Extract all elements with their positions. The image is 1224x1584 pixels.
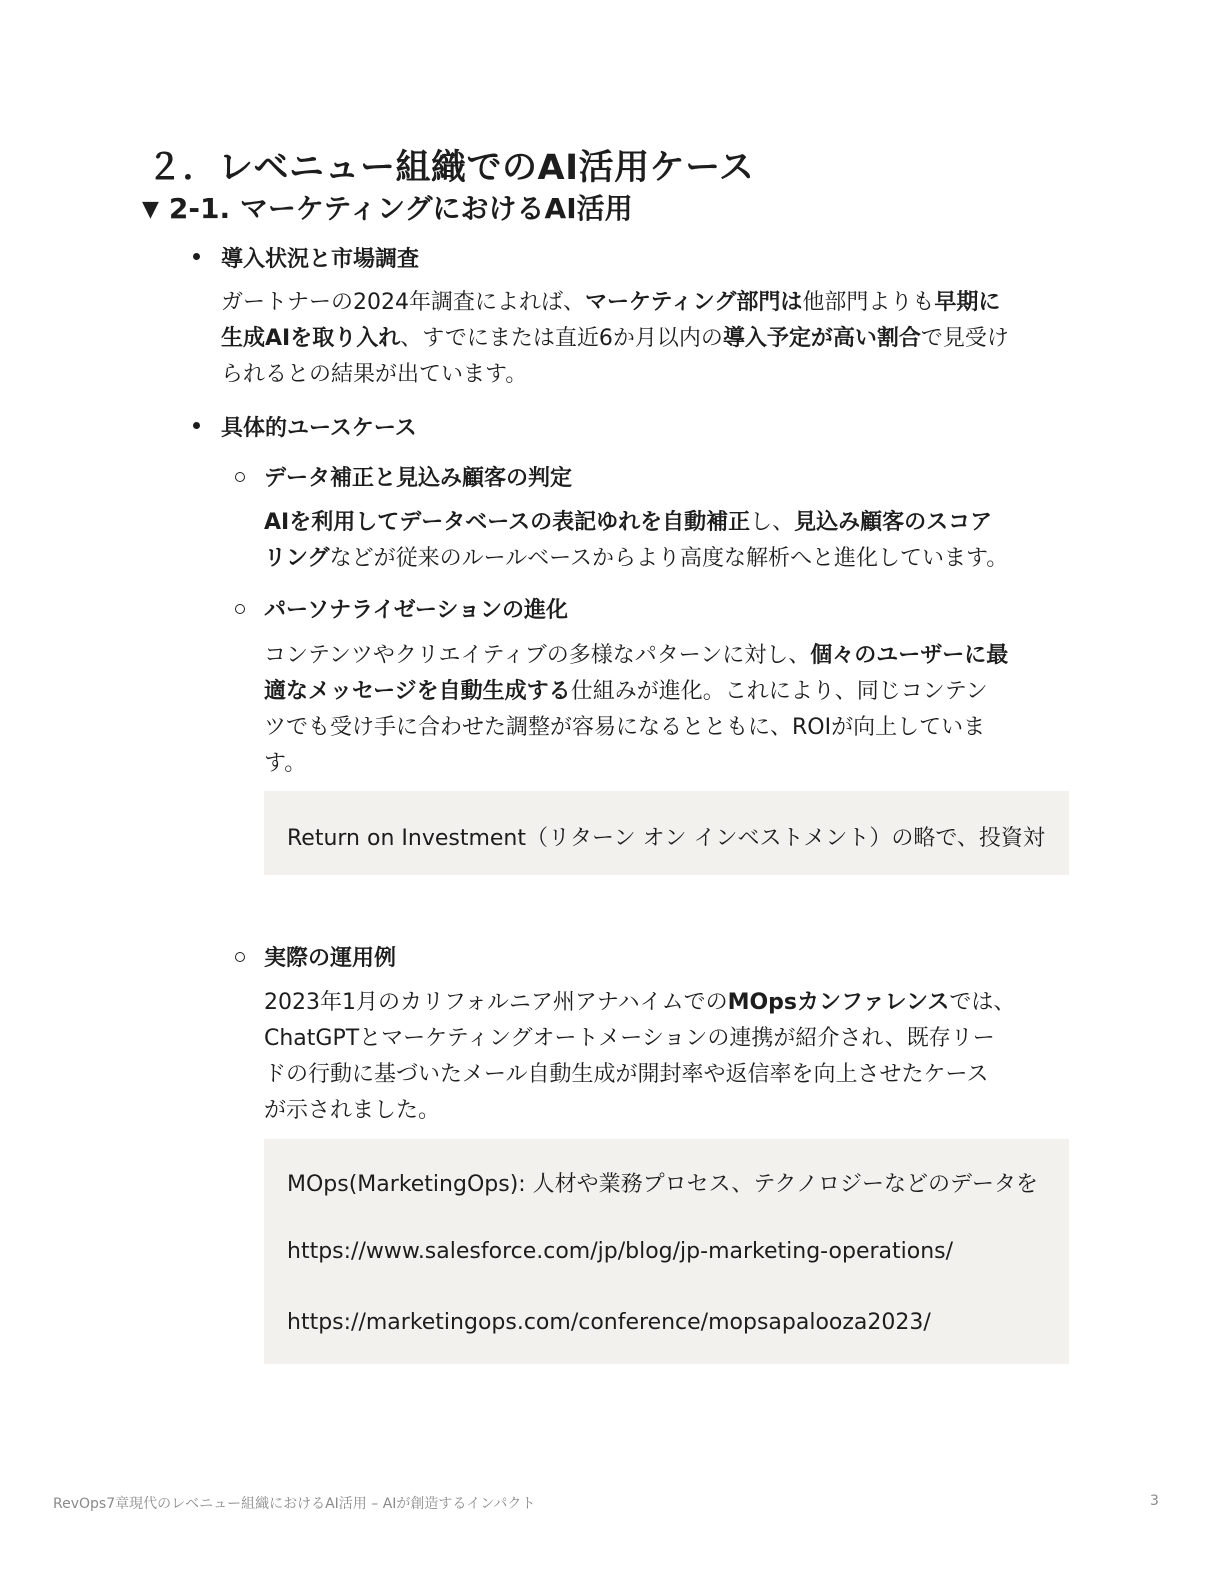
paragraph-line: ドの行動に基づいたメール自動生成が開封率や返信率を向上させたケース <box>264 1062 989 1087</box>
footnote-text: Return on Investment（リターン オン インベストメント）の略で、投資対 <box>287 826 1045 851</box>
paragraph-line: ガートナーの2024年調査によれば、マーケティング部門は他部門よりも早期に <box>221 290 1001 315</box>
paragraph-line: す。 <box>264 751 307 776</box>
paragraph-line: ツでも受け手に合わせた調整が容易になるとともに、ROIが向上していま <box>264 715 986 740</box>
bullet-dot-icon <box>193 422 200 429</box>
section-toggle[interactable] <box>142 187 633 227</box>
footnote-box-mops <box>264 1139 1069 1364</box>
subitem-title-data-correction: データ補正と見込み顧客の判定 <box>264 466 573 491</box>
item-title-adoption: 導入状況と市場調査 <box>221 247 420 272</box>
page-heading: ２．レベニュー組織でのAI活用ケース <box>147 148 755 188</box>
paragraph-line: られるとの結果が出ています。 <box>221 362 528 387</box>
collapse-triangle-icon[interactable]: ▼ <box>142 197 159 222</box>
subitem-title-personalization: パーソナライゼーションの進化 <box>264 598 569 623</box>
footnote-text: MOps(MarketingOps): 人材や業務プロセス、テクノロジーなどのデータを <box>287 1172 1039 1197</box>
footnote-box-roi <box>264 791 1069 875</box>
bullet-circle-icon <box>235 604 245 614</box>
paragraph-line: 生成AIを取り入れ、すでにまたは直近6か月以内の導入予定が高い割合で見受け <box>221 326 1009 351</box>
paragraph-line: が示されました。 <box>264 1098 441 1123</box>
paragraph-line: ChatGPTとマーケティングオートメーションの連携が紹介され、既存リー <box>264 1026 995 1051</box>
page-number: 3 <box>1150 1493 1159 1509</box>
bullet-circle-icon <box>235 952 245 962</box>
section-title: 2-1. マーケティングにおけるAI活用 <box>168 192 633 225</box>
bullet-circle-icon <box>235 472 245 482</box>
footnote-link[interactable]: https://marketingops.com/conference/mopsapalooza2023/ <box>287 1310 931 1335</box>
footer-title: RevOps7章現代のレベニュー組織におけるAI活用 – AIが創造するインパクト <box>53 1496 536 1512</box>
bullet-dot-icon <box>193 253 200 260</box>
paragraph-line: 適なメッセージを自動生成する仕組みが進化。これにより、同じコンテン <box>264 679 988 704</box>
paragraph-line: 2023年1月のカリフォルニア州アナハイムでのMOpsカンファレンスでは、 <box>264 990 1016 1015</box>
paragraph-line: AIを利用してデータベースの表記ゆれを自動補正し、見込み顧客のスコア <box>264 510 993 535</box>
footnote-link[interactable]: https://www.salesforce.com/jp/blog/jp-marketing-operations/ <box>287 1239 954 1264</box>
paragraph-line: コンテンツやクリエイティブの多様なパターンに対し、個々のユーザーに最 <box>264 643 1009 668</box>
subitem-title-practical: 実際の運用例 <box>264 946 397 971</box>
item-title-usecases: 具体的ユースケース <box>221 416 417 441</box>
paragraph-line: リングなどが従来のルールベースからより高度な解析へと進化しています。 <box>264 546 1009 571</box>
